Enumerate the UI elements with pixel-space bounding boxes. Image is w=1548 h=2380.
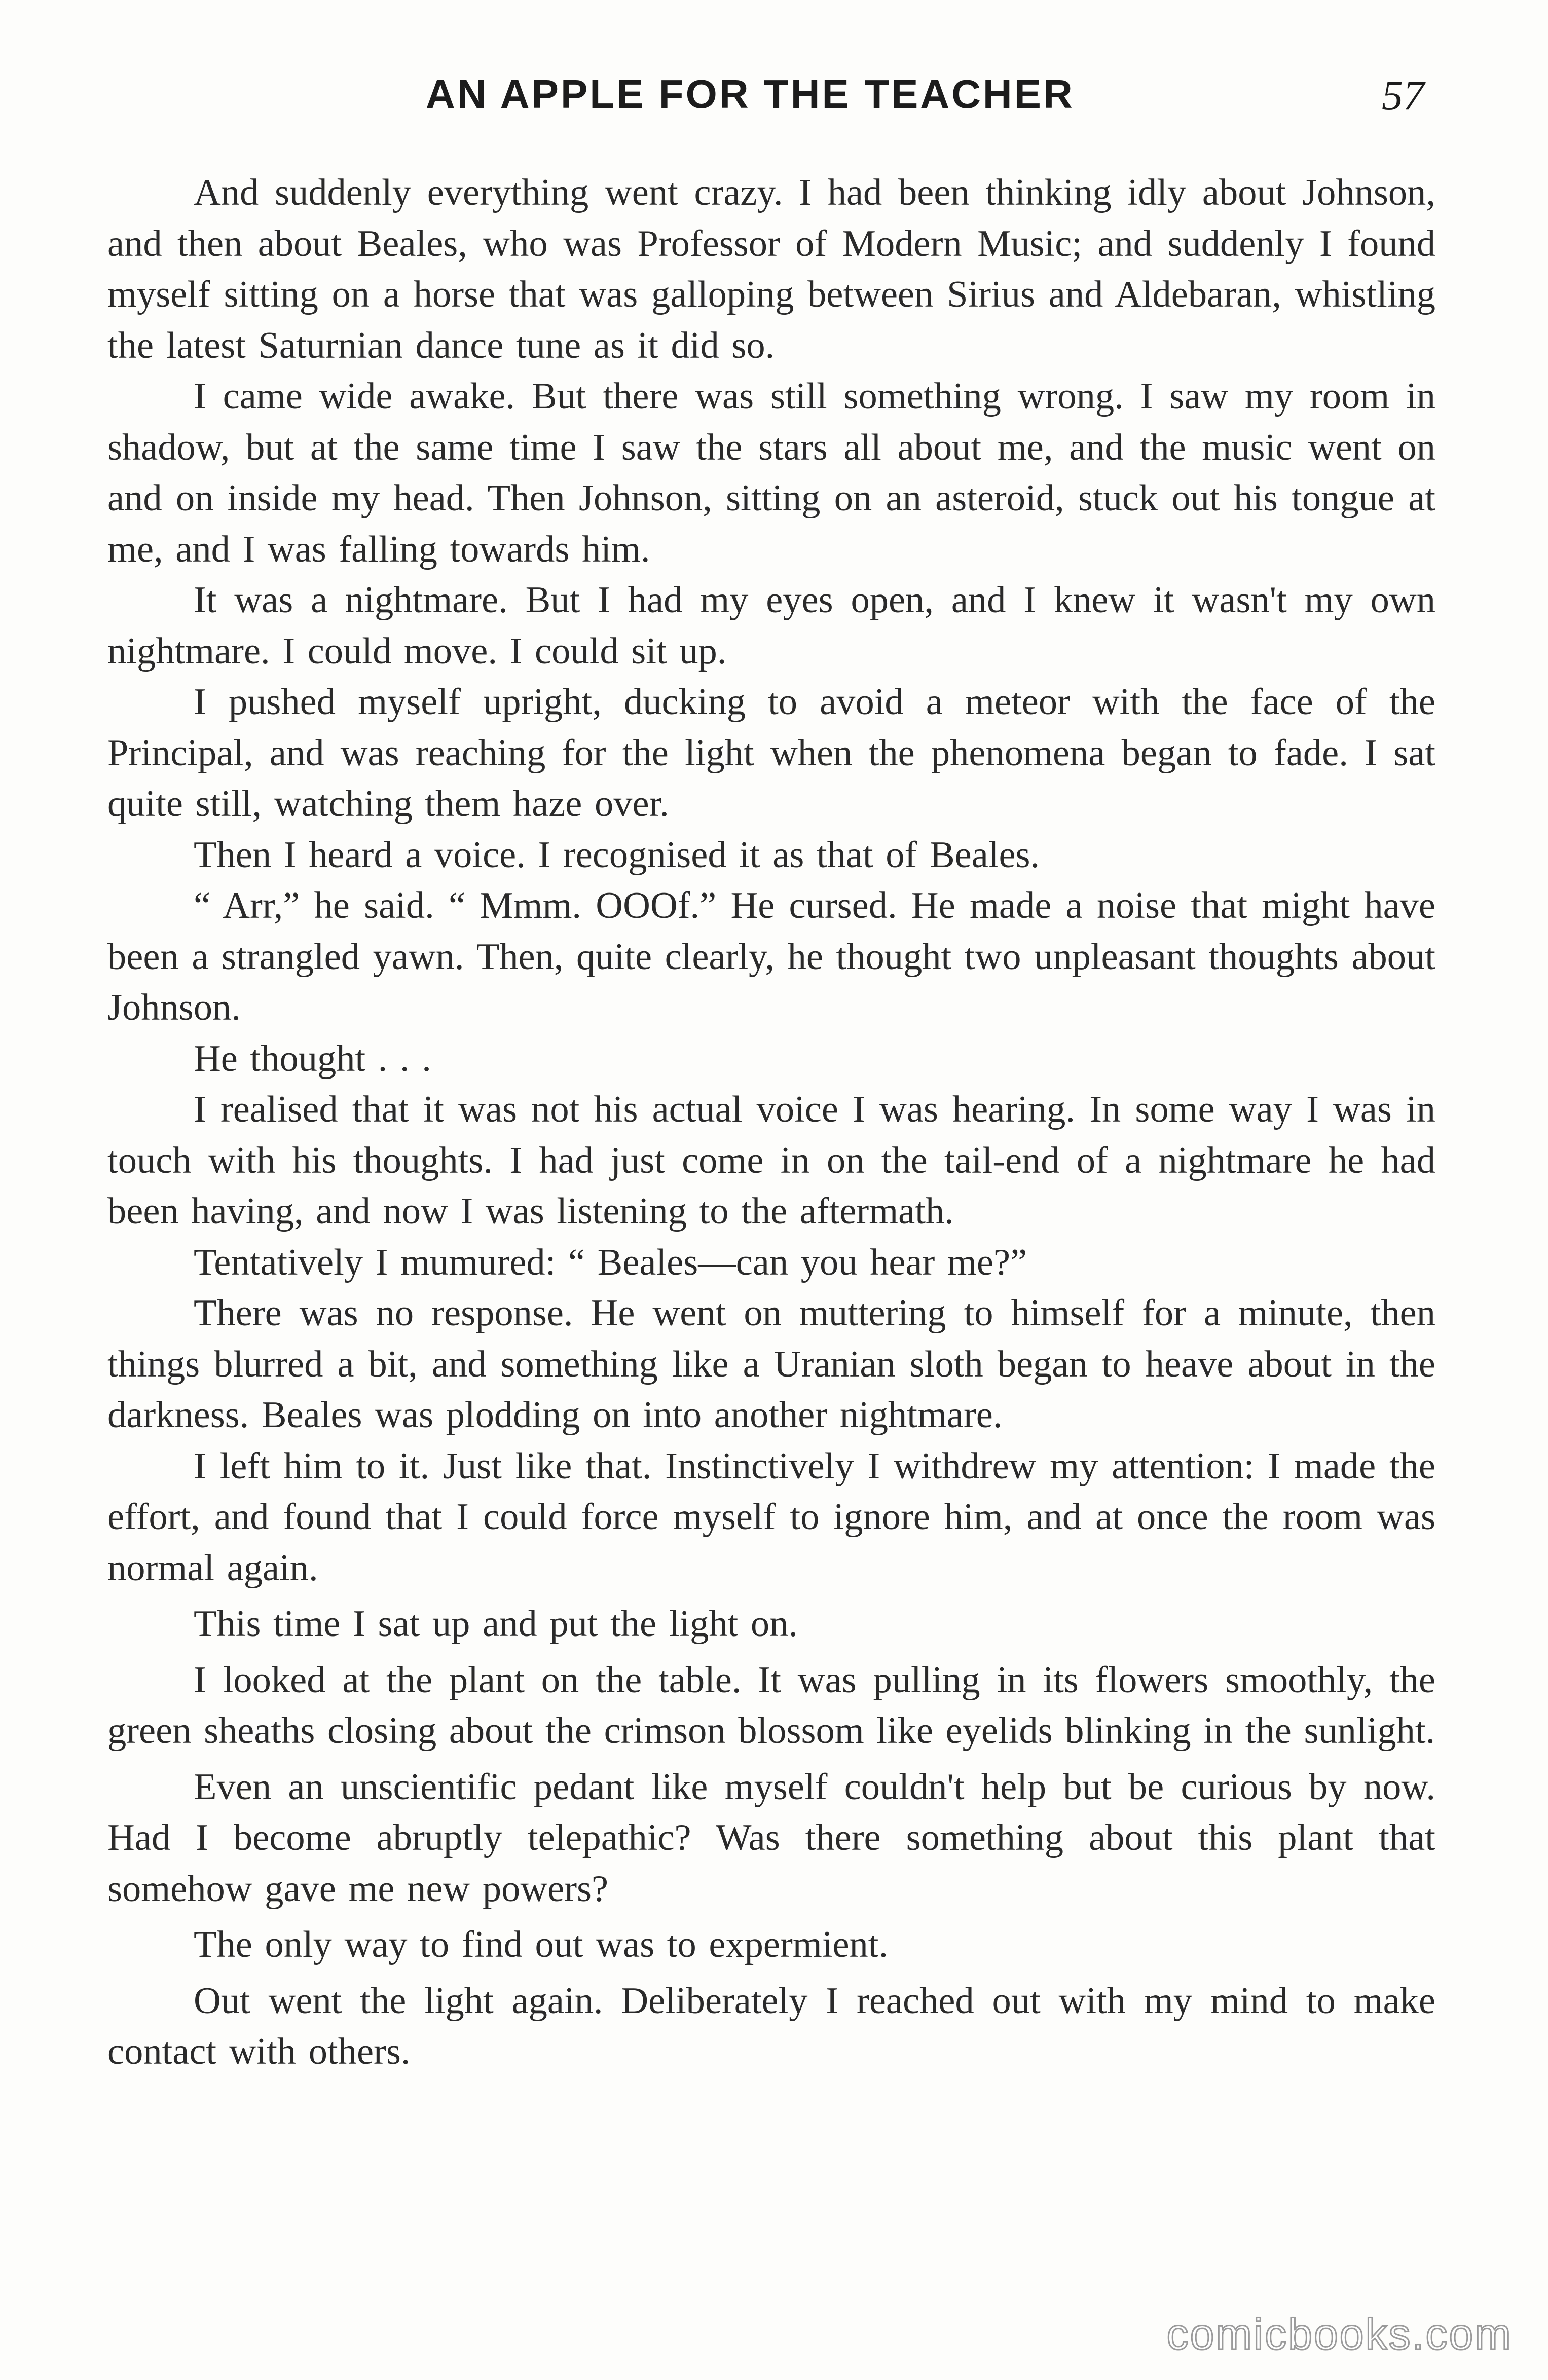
page-header bbox=[117, 71, 1434, 122]
paragraph: “ Arr,” he said. “ Mmm. OOOf.” He cursed. He made a noise that might have been a strangled yawn. Then, quite clearly, he thought two unpleasant thoughts about Johnson. bbox=[107, 885, 1435, 1028]
paragraph: Out went the light again. Deliberately I reached out with my mind to make contact with others. bbox=[107, 1980, 1435, 2072]
page-number: 57 bbox=[1382, 72, 1424, 119]
paragraph: Tentatively I mumured: “ Beales—can you hear me?” bbox=[194, 1241, 1027, 1283]
paragraph: I looked at the plant on the table. It was pulling in its flowers smoothly, the green sheaths closing about the crimson blossom like eyelids blinking in the sunlight. bbox=[107, 1659, 1435, 1752]
paragraph: It was a nightmare. But I had my eyes open, and I knew it wasn't my own nightmare. I could move. I could sit up. bbox=[107, 579, 1435, 672]
paragraph: I pushed myself upright, ducking to avoid a meteor with the face of the Principal, and was reaching for the light when the phenomena began to fade. I sat quite still, watching them haze over. bbox=[107, 681, 1435, 825]
paragraph: I realised that it was not his actual voice I was hearing. In some way I was in touch with his thoughts. I had just come in on the tail-end of a nightmare he had been having, and now I was listening to the aftermath. bbox=[107, 1089, 1435, 1232]
paragraph: This time I sat up and put the light on. bbox=[194, 1603, 798, 1645]
paragraph: I came wide awake. But there was still something wrong. I saw my room in shadow, but at the same time I saw the stars all about me, and the music went on and on inside my head. Then Johnson, sitting on an asteroid, stuck out his tongue at me, and I was falling towards him. bbox=[107, 376, 1435, 570]
paragraph: And suddenly everything went crazy. I had been thinking idly about Johnson, and then about Beales, who was Professor of Modern Music; and suddenly I found myself sitting on a horse that was galloping between Sirius and Aldebaran, whistling the latest Saturnian dance tune as it did so. bbox=[107, 172, 1435, 366]
paragraph: He thought . . . bbox=[194, 1037, 431, 1080]
paragraph: Even an unscientific pedant like myself couldn't help but be curious by now. Had I become abruptly telepathic? Was there something about this plant that somehow gave me new powers? bbox=[107, 1766, 1435, 1910]
paragraph: There was no response. He went on muttering to himself for a minute, then things blurred a bit, and something like a Uranian sloth began to heave about in the darkness. Beales was plodding on into another nightmare. bbox=[107, 1292, 1435, 1436]
running-title: AN APPLE FOR THE TEACHER bbox=[426, 71, 1075, 117]
paragraph: I left him to it. Just like that. Instinctively I withdrew my attention: I made the effort, and found that I could force myself to ignore him, and at once the room was normal again. bbox=[107, 1445, 1435, 1589]
watermark: comicbooks.com bbox=[1166, 2310, 1513, 2359]
paragraph: The only way to find out was to expermient. bbox=[194, 1924, 889, 1965]
body-text bbox=[107, 167, 1435, 2077]
paragraph: Then I heard a voice. I recognised it as that of Beales. bbox=[194, 834, 1040, 876]
